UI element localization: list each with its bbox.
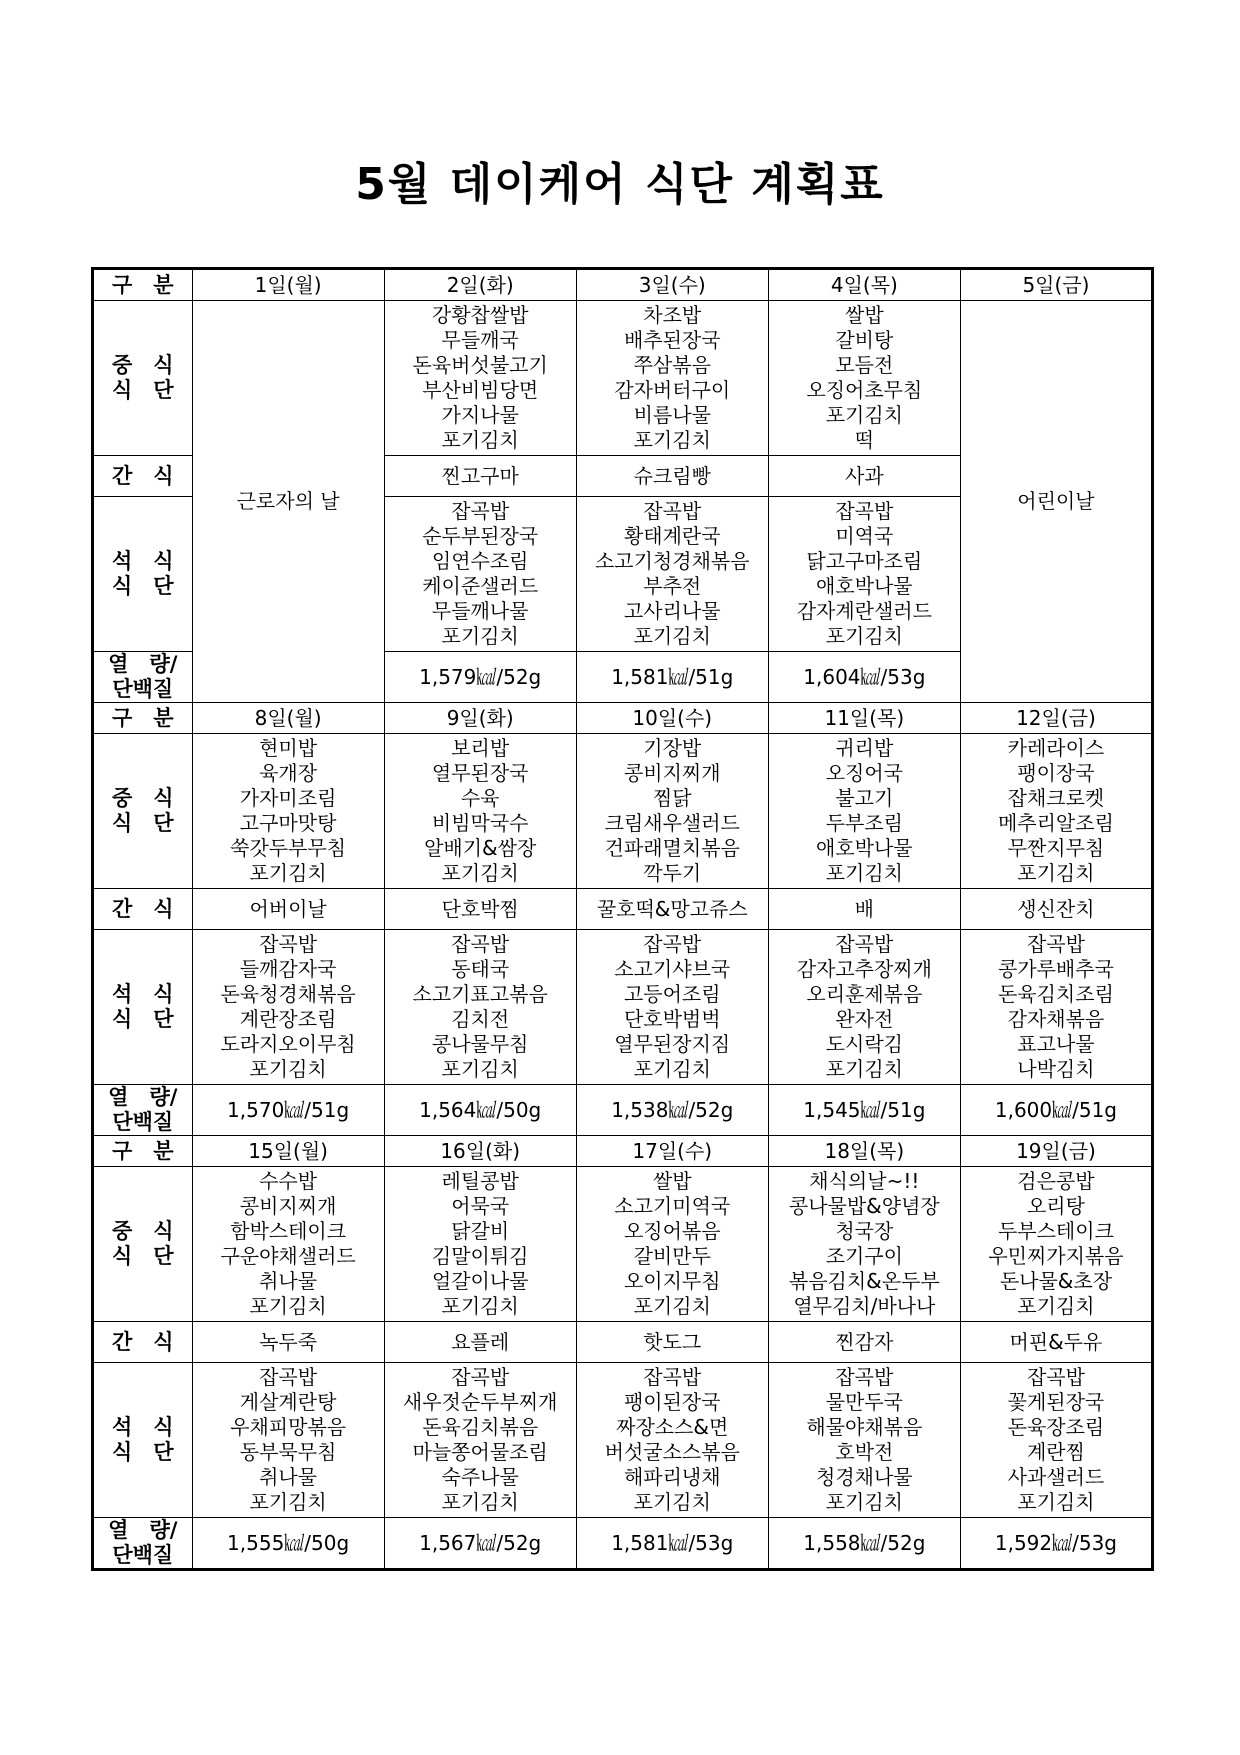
lunch-menu: [192, 734, 384, 889]
calories-value: 1,538㎉/52g: [576, 1085, 768, 1136]
lunch-label: 중 식 식 단: [93, 301, 193, 456]
day-header: 10일(수): [576, 703, 768, 734]
calories-value: 1,570㎉/51g: [192, 1085, 384, 1136]
snack-menu: 핫도그: [576, 1322, 768, 1363]
menu-item: 잡곡밥: [643, 499, 702, 523]
calories-value: 1,567㎉/52g: [384, 1518, 576, 1570]
menu-item: 포기김치: [249, 1294, 327, 1318]
snack-menu: 슈크림빵: [576, 456, 768, 497]
menu-item: 사과샐러드: [1007, 1465, 1105, 1489]
calories-value: 1,545㎉/51g: [768, 1085, 960, 1136]
menu-item: 포기김치: [249, 1057, 327, 1081]
menu-item: 육개장: [259, 761, 318, 785]
menu-item: 잡곡밥: [451, 932, 510, 956]
menu-item: 포기김치: [633, 1057, 711, 1081]
dinner-label: 석 식 식 단: [93, 930, 193, 1085]
snack-row: [93, 1322, 1153, 1363]
menu-item: 돈육김치조림: [997, 982, 1114, 1006]
menu-item: 배추된장국: [623, 328, 721, 352]
lunch-menu: [576, 301, 768, 456]
lunch-row: [93, 734, 1153, 889]
menu-item: 쑥갓두부무침: [230, 836, 347, 860]
menu-item: 가지나물: [441, 403, 519, 427]
menu-item: 카레라이스: [1007, 736, 1105, 760]
menu-item: 잡곡밥: [451, 1365, 510, 1389]
menu-item: 감자채볶음: [1007, 1007, 1105, 1031]
menu-item: 게살계란탕: [239, 1390, 337, 1414]
lunch-menu: [960, 734, 1152, 889]
menu-item: 김말이튀김: [431, 1244, 529, 1268]
menu-item: 도라지오이무침: [220, 1032, 356, 1056]
calories-label: 열 량/ 단백질: [93, 1085, 193, 1136]
lunch-menu: [576, 734, 768, 889]
lunch-row: [93, 301, 1153, 456]
menu-item: 포기김치: [825, 861, 903, 885]
lunch-menu: [768, 1167, 960, 1322]
day-header: 9일(화): [384, 703, 576, 734]
calories-value: 1,579㎉/52g: [384, 652, 576, 703]
calories-value: 1,564㎉/50g: [384, 1085, 576, 1136]
lunch-menu: [576, 1167, 768, 1322]
menu-item: 건파래멸치볶음: [604, 836, 740, 860]
menu-item: 청경채나물: [816, 1465, 913, 1489]
menu-item: 보리밥: [451, 736, 510, 760]
menu-item: 단호박범벅: [623, 1007, 721, 1031]
menu-item: 쌀밥: [845, 303, 884, 327]
menu-item: 레틸콩밥: [441, 1169, 519, 1193]
menu-item: 표고나물: [1017, 1032, 1095, 1056]
menu-item: 황태계란국: [623, 524, 721, 548]
lunch-menu: [384, 301, 576, 456]
menu-item: 검은콩밥: [1017, 1169, 1095, 1193]
dinner-menu: [576, 1363, 768, 1518]
week-header-row: [93, 1136, 1153, 1167]
snack-menu: 요플레: [384, 1322, 576, 1363]
menu-item: 잡곡밥: [451, 499, 510, 523]
calories-label: 열 량/ 단백질: [93, 1518, 193, 1570]
menu-item: 포기김치: [1017, 861, 1095, 885]
day-header: 12일(금): [960, 703, 1152, 734]
menu-item: 물만두국: [825, 1390, 903, 1414]
menu-item: 잡곡밥: [259, 1365, 318, 1389]
menu-item: 오징어국: [825, 761, 903, 785]
menu-item: 얼갈이나물: [431, 1269, 529, 1293]
menu-item: 취나물: [259, 1269, 318, 1293]
menu-item: 두부조림: [825, 811, 903, 835]
dinner-menu: [576, 930, 768, 1085]
menu-item: 포기김치: [441, 428, 519, 452]
menu-item: 돈육장조림: [1007, 1415, 1105, 1439]
category-label: 구 분: [93, 1136, 193, 1167]
menu-item: 콩비지찌개: [623, 761, 721, 785]
menu-item: 볶음김치&온두부: [788, 1269, 940, 1293]
menu-item: 차조밥: [643, 303, 702, 327]
dinner-row: [93, 1363, 1153, 1518]
menu-item: 찜닭: [652, 786, 692, 810]
dinner-menu: [768, 930, 960, 1085]
menu-item: 콩가루배추국: [997, 957, 1114, 981]
menu-item: 고등어조림: [623, 982, 721, 1006]
menu-item: 포기김치: [1017, 1294, 1095, 1318]
menu-item: 불고기: [835, 786, 894, 810]
dinner-menu: [384, 497, 576, 652]
dinner-menu: [960, 1363, 1152, 1518]
meal-plan-table: [91, 267, 1154, 1571]
menu-item: 오징어초무침: [806, 378, 923, 402]
menu-item: 알배기&쌈장: [424, 836, 537, 860]
lunch-menu: [384, 734, 576, 889]
menu-item: 포기김치: [633, 1490, 711, 1514]
menu-item: 갈비만두: [633, 1244, 711, 1268]
menu-item: 꽃게된장국: [1007, 1390, 1105, 1414]
snack-menu: 어버이날: [192, 889, 384, 930]
menu-item: 크림새우샐러드: [604, 811, 740, 835]
menu-item: 감자계란샐러드: [796, 599, 932, 623]
calories-value: 1,581㎉/53g: [576, 1518, 768, 1570]
menu-item: 청국장: [835, 1219, 894, 1243]
snack-menu: 머핀&두유: [960, 1322, 1152, 1363]
holiday-cell: 근로자의 날: [192, 301, 384, 703]
menu-item: 호박전: [835, 1440, 894, 1464]
menu-item: 소고기청경채볶음: [594, 549, 750, 573]
menu-item: 마늘쫑어물조림: [412, 1440, 548, 1464]
menu-item: 팽이된장국: [623, 1390, 721, 1414]
menu-item: 포기김치: [633, 1294, 711, 1318]
day-header: 8일(월): [192, 703, 384, 734]
lunch-label: 중 식 식 단: [93, 1167, 193, 1322]
menu-item: 기장밥: [643, 736, 702, 760]
dinner-menu: [384, 1363, 576, 1518]
dinner-menu: [576, 497, 768, 652]
dinner-menu: [384, 930, 576, 1085]
menu-item: 포기김치: [249, 861, 327, 885]
menu-item: 깍두기: [643, 861, 702, 885]
menu-item: 돈육김치볶음: [422, 1415, 539, 1439]
menu-item: 콩비지찌개: [239, 1194, 337, 1218]
snack-menu: 꿀호떡&망고쥬스: [576, 889, 768, 930]
dinner-label: 석 식 식 단: [93, 497, 193, 652]
menu-item: 포기김치: [441, 1057, 519, 1081]
menu-item: 오리탕: [1026, 1194, 1085, 1218]
menu-item: 미역국: [835, 524, 894, 548]
menu-item: 포기김치: [249, 1490, 327, 1514]
menu-item: 포기김치: [825, 1490, 903, 1514]
menu-item: 나박김치: [1017, 1057, 1095, 1081]
menu-item: 취나물: [259, 1465, 318, 1489]
menu-item: 닭갈비: [451, 1219, 510, 1243]
menu-item: 가자미조림: [239, 786, 337, 810]
menu-item: 무짠지무침: [1007, 836, 1105, 860]
menu-item: 갈비탕: [835, 328, 894, 352]
menu-item: 조기구이: [825, 1244, 903, 1268]
category-label: 구 분: [93, 269, 193, 301]
dinner-menu: [960, 930, 1152, 1085]
week-header-row: [93, 703, 1153, 734]
menu-item: 해물야채볶음: [806, 1415, 923, 1439]
menu-item: 돈육버섯불고기: [412, 353, 548, 377]
menu-item: 오리훈제볶음: [806, 982, 923, 1006]
menu-item: 임연수조림: [431, 549, 529, 573]
snack-menu: 단호박찜: [384, 889, 576, 930]
menu-item: 고사리나물: [623, 599, 721, 623]
menu-item: 닭고구마조림: [806, 549, 923, 573]
menu-item: 콩나물무침: [431, 1032, 529, 1056]
menu-item: 잡곡밥: [1026, 1365, 1085, 1389]
menu-item: 비빔막국수: [431, 811, 529, 835]
menu-item: 무들깨국: [441, 328, 519, 352]
day-header: 5일(금): [960, 269, 1152, 301]
dinner-menu: [192, 930, 384, 1085]
menu-item: 팽이장국: [1017, 761, 1095, 785]
menu-item: 감자버터구이: [614, 378, 731, 402]
lunch-label: 중 식 식 단: [93, 734, 193, 889]
lunch-menu: [768, 301, 960, 456]
menu-item: 애호박나물: [816, 836, 913, 860]
menu-item: 잡곡밥: [835, 1365, 894, 1389]
dinner-menu: [768, 1363, 960, 1518]
menu-item: 짜장소스&면: [616, 1415, 729, 1439]
menu-item: 오징어볶음: [623, 1219, 721, 1243]
menu-item: 비름나물: [633, 403, 711, 427]
calories-value: 1,600㎉/51g: [960, 1085, 1152, 1136]
menu-item: 순두부된장국: [422, 524, 539, 548]
lunch-menu: [192, 1167, 384, 1322]
calories-row: [93, 1518, 1153, 1570]
lunch-row: [93, 1167, 1153, 1322]
menu-item: 잡곡밥: [643, 932, 702, 956]
menu-item: 포기김치: [633, 624, 711, 648]
menu-item: 구운야채샐러드: [220, 1244, 356, 1268]
menu-item: 동부묵무침: [239, 1440, 337, 1464]
menu-item: 잡곡밥: [643, 1365, 702, 1389]
week-header-row: [93, 269, 1153, 301]
menu-item: 우채피망볶음: [230, 1415, 347, 1439]
menu-item: 귀리밥: [835, 736, 894, 760]
menu-item: 모듬전: [835, 353, 894, 377]
menu-item: 들깨감자국: [239, 957, 337, 981]
menu-item: 고구마맛탕: [239, 811, 337, 835]
menu-item: 도시락김: [825, 1032, 903, 1056]
snack-label: 간 식: [93, 889, 193, 930]
menu-item: 포기김치: [1017, 1490, 1095, 1514]
menu-item: 동태국: [451, 957, 510, 981]
menu-item: 애호박나물: [816, 574, 913, 598]
menu-item: 콩나물밥&양념장: [788, 1194, 940, 1218]
menu-item: 열무김치/바나나: [793, 1294, 936, 1318]
menu-item: 잡곡밥: [1026, 932, 1085, 956]
menu-item: 현미밥: [259, 736, 318, 760]
dinner-row: [93, 930, 1153, 1085]
calories-value: 1,604㎉/53g: [768, 652, 960, 703]
day-header: 11일(목): [768, 703, 960, 734]
dinner-menu: [192, 1363, 384, 1518]
lunch-menu: [768, 734, 960, 889]
menu-item: 돈나물&초장: [999, 1269, 1113, 1293]
menu-item: 완자전: [835, 1007, 894, 1031]
dinner-label: 석 식 식 단: [93, 1363, 193, 1518]
menu-item: 소고기미역국: [614, 1194, 731, 1218]
menu-item: 잡곡밥: [835, 499, 894, 523]
menu-item: 돈육청경채볶음: [220, 982, 356, 1006]
menu-item: 수육: [460, 786, 500, 810]
menu-item: 포기김치: [825, 403, 903, 427]
menu-item: 케이준샐러드: [422, 574, 539, 598]
menu-item: 부산비빔당면: [422, 378, 539, 402]
menu-item: 부추전: [643, 574, 702, 598]
menu-item: 쭈삼볶음: [633, 353, 711, 377]
menu-item: 포기김치: [825, 624, 903, 648]
holiday-cell: 어린이날: [960, 301, 1152, 703]
menu-item: 열무된장지짐: [614, 1032, 731, 1056]
menu-item: 소고기샤브국: [614, 957, 731, 981]
menu-item: 감자고추장찌개: [796, 957, 932, 981]
menu-item: 계란장조림: [239, 1007, 337, 1031]
menu-item: 메추리알조림: [997, 811, 1114, 835]
day-header: 19일(금): [960, 1136, 1152, 1167]
menu-item: 포기김치: [441, 1490, 519, 1514]
menu-item: 수수밥: [259, 1169, 318, 1193]
category-label: 구 분: [93, 703, 193, 734]
calories-value: 1,558㎉/52g: [768, 1518, 960, 1570]
calories-value: 1,581㎉/51g: [576, 652, 768, 703]
snack-menu: 사과: [768, 456, 960, 497]
menu-item: 포기김치: [633, 428, 711, 452]
menu-item: 포기김치: [441, 1294, 519, 1318]
day-header: 16일(화): [384, 1136, 576, 1167]
snack-menu: 찐감자: [768, 1322, 960, 1363]
menu-item: 어묵국: [451, 1194, 510, 1218]
menu-item: 무들깨나물: [431, 599, 529, 623]
menu-item: 열무된장국: [431, 761, 529, 785]
menu-item: 계란찜: [1026, 1440, 1085, 1464]
day-header: 15일(월): [192, 1136, 384, 1167]
menu-item: 새우젓순두부찌개: [402, 1390, 558, 1414]
menu-item: 버섯굴소스볶음: [604, 1440, 740, 1464]
lunch-menu: [384, 1167, 576, 1322]
calories-value: 1,555㎉/50g: [192, 1518, 384, 1570]
menu-item: 포기김치: [441, 861, 519, 885]
menu-item: 오이지무침: [623, 1269, 721, 1293]
menu-item: 잡곡밥: [835, 932, 894, 956]
snack-menu: 녹두죽: [192, 1322, 384, 1363]
menu-item: 해파리냉채: [623, 1465, 721, 1489]
dinner-menu: [768, 497, 960, 652]
day-header: 4일(목): [768, 269, 960, 301]
menu-item: 쌀밥: [652, 1169, 692, 1193]
day-header: 18일(목): [768, 1136, 960, 1167]
day-header: 17일(수): [576, 1136, 768, 1167]
menu-item: 우민찌가지볶음: [988, 1244, 1124, 1268]
day-header: 2일(화): [384, 269, 576, 301]
day-header: 1일(월): [192, 269, 384, 301]
day-header: 3일(수): [576, 269, 768, 301]
calories-row: [93, 1085, 1153, 1136]
lunch-menu: [960, 1167, 1152, 1322]
menu-item: 소고기표고볶음: [412, 982, 548, 1006]
snack-menu: 찐고구마: [384, 456, 576, 497]
menu-item: 잡곡밥: [259, 932, 318, 956]
menu-item: 두부스테이크: [997, 1219, 1114, 1243]
snack-row: [93, 889, 1153, 930]
calories-value: 1,592㎉/53g: [960, 1518, 1152, 1570]
calories-label: 열 량/ 단백질: [93, 652, 193, 703]
menu-item: 채식의날~!!: [809, 1169, 920, 1193]
snack-label: 간 식: [93, 456, 193, 497]
page-title: 5월 데이케어 식단 계획표: [355, 159, 885, 210]
menu-item: 숙주나물: [441, 1465, 519, 1489]
menu-item: 떡: [854, 428, 874, 452]
menu-item: 잡채크로켓: [1007, 786, 1105, 810]
menu-item: 김치전: [451, 1007, 510, 1031]
snack-menu: 배: [768, 889, 960, 930]
snack-menu: 생신잔치: [960, 889, 1152, 930]
snack-label: 간 식: [93, 1322, 193, 1363]
menu-item: 강황찹쌀밥: [431, 303, 529, 327]
menu-item: 함박스테이크: [230, 1219, 347, 1243]
menu-item: 포기김치: [441, 624, 519, 648]
menu-item: 포기김치: [825, 1057, 903, 1081]
